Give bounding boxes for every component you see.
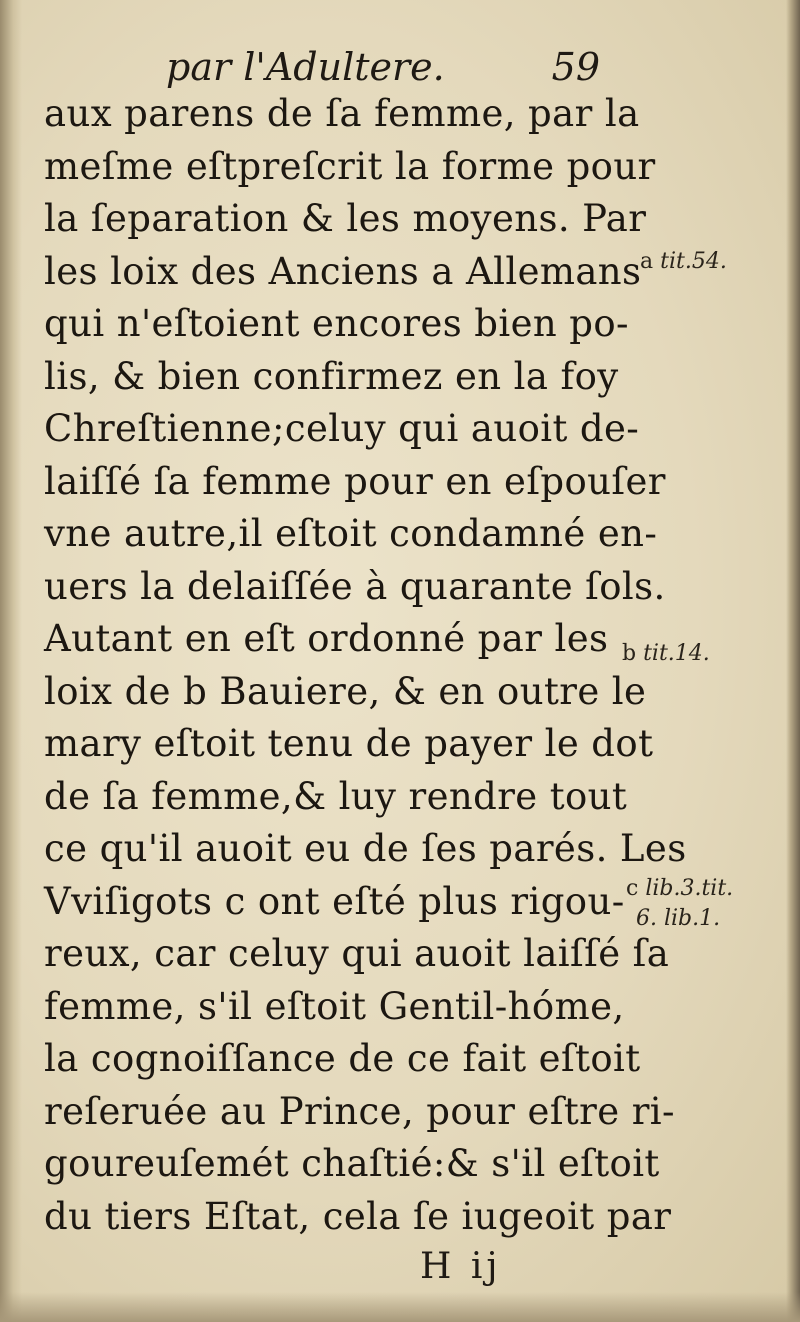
note-letter: c (626, 876, 639, 901)
note-reference: 6. lib.1. (636, 906, 721, 931)
text-line: meſme eſtpreſcrit la forme pour (44, 144, 656, 188)
text-line: aux parens de ſa femme, par la (44, 92, 640, 135)
text-line: loix de b Bauiere, & en outre le (44, 669, 647, 713)
page-edge-shadow (786, 0, 800, 1322)
text-line: la ſeparation & les moyens. Par (44, 197, 647, 240)
text-line: reux, car celuy qui auoit laiſſé ſa (44, 932, 670, 975)
text-line: reſeruée au Prince, pour eſtre ri- (44, 1089, 675, 1133)
signature-mark: H ij (420, 1246, 502, 1287)
page-bottom-shadow (0, 1292, 800, 1322)
page-number: 59 (551, 45, 600, 89)
note-reference: tit.14. (643, 641, 710, 666)
note-letter: a (640, 249, 654, 274)
text-line: de ſa femme,& luy rendre tout (44, 774, 628, 818)
text-line: les loix des Anciens a Allemans (44, 249, 642, 293)
note-reference: tit.54. (660, 249, 727, 274)
text-line: qui n'eſtoient encores bien po- (44, 302, 629, 345)
note-letter: b (622, 641, 637, 666)
text-line: laiſſé ſa femme pour en eſpouſer (44, 459, 666, 503)
text-line: lis, & bien confirmez en la foy (44, 354, 619, 398)
marginal-note-b (622, 640, 710, 668)
text-line: femme, s'il eſtoit Gentil-hóme, (44, 984, 625, 1028)
note-reference: lib.3.tit. (645, 876, 734, 901)
text-line: mary eſtoit tenu de payer le dot (44, 722, 654, 765)
text-line: du tiers Eſtat, cela ſe iugeoit par (44, 1194, 672, 1238)
text-line: uers la delaiſſée à quarante ſols. (44, 564, 666, 608)
text-line: vne autre,il eſtoit condamné en- (44, 512, 658, 555)
text-line: ce qu'il auoit eu de ſes parés. Les (44, 827, 687, 870)
marginal-note-c-continued (636, 905, 720, 933)
page-gutter-shadow (0, 0, 22, 1322)
marginal-note-a (640, 248, 727, 276)
text-line: la cognoiſſance de ce fait eſtoit (44, 1037, 641, 1080)
text-line: Vviſigots c ont eſté plus rigou- (44, 879, 625, 923)
text-line: Autant en eſt ordonné par les (44, 617, 609, 660)
running-title: par l'Adultere. (166, 45, 445, 89)
text-line: Chreſtienne;celuy qui auoit de- (44, 407, 640, 450)
text-line: goureuſemét chaſtié:& s'il eſtoit (44, 1142, 660, 1185)
marginal-note-c (626, 875, 733, 903)
